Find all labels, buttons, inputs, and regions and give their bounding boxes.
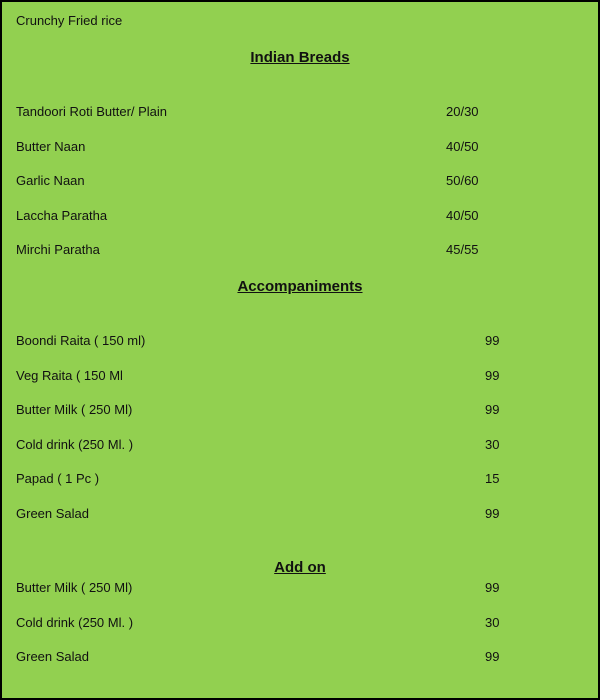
menu-item-name: Butter Milk ( 250 Ml) bbox=[16, 580, 133, 595]
menu-item-name: Butter Naan bbox=[16, 139, 86, 154]
menu-item-price: 99 bbox=[485, 402, 500, 417]
menu-item-name: Veg Raita ( 150 Ml bbox=[16, 368, 123, 383]
section-title-accompaniments: Accompaniments bbox=[237, 278, 363, 295]
menu-item-price: 45/55 bbox=[446, 242, 479, 257]
menu-item-price: 40/50 bbox=[446, 208, 479, 223]
menu-item-price: 40/50 bbox=[446, 139, 479, 154]
menu-item-price: 99 bbox=[485, 580, 500, 595]
menu-item-price: 15 bbox=[485, 471, 500, 486]
menu-item-price: 30 bbox=[485, 615, 500, 630]
menu-item-price: 99 bbox=[485, 649, 500, 664]
menu-item-price: 99 bbox=[485, 368, 500, 383]
section-title-add-on: Add on bbox=[274, 559, 326, 576]
menu-item-name: Cold drink (250 Ml. ) bbox=[16, 437, 134, 452]
menu-item-name: Boondi Raita ( 150 ml) bbox=[16, 333, 146, 348]
menu-item-price: 20/30 bbox=[446, 104, 479, 119]
menu-item-name: Tandoori Roti Butter/ Plain bbox=[16, 104, 168, 119]
menu-item-price: 50/60 bbox=[446, 173, 479, 188]
menu-item-name: Laccha Paratha bbox=[16, 208, 108, 223]
menu-item-name: Butter Milk ( 250 Ml) bbox=[16, 402, 133, 417]
menu-item-price: 99 bbox=[485, 506, 500, 521]
menu-item-name: Mirchi Paratha bbox=[16, 242, 100, 257]
menu-item-price: 99 bbox=[485, 333, 500, 348]
section-title-indian-breads: Indian Breads bbox=[250, 49, 350, 66]
menu-item-price: 30 bbox=[485, 437, 500, 452]
menu-item-name: Cold drink (250 Ml. ) bbox=[16, 615, 134, 630]
menu-item-name: Green Salad bbox=[16, 506, 89, 521]
menu-item-name: Papad ( 1 Pc ) bbox=[16, 471, 100, 486]
menu-item-name: Green Salad bbox=[16, 649, 89, 664]
menu-item-name: Crunchy Fried rice bbox=[16, 13, 123, 28]
menu-item-name: Garlic Naan bbox=[16, 173, 85, 188]
